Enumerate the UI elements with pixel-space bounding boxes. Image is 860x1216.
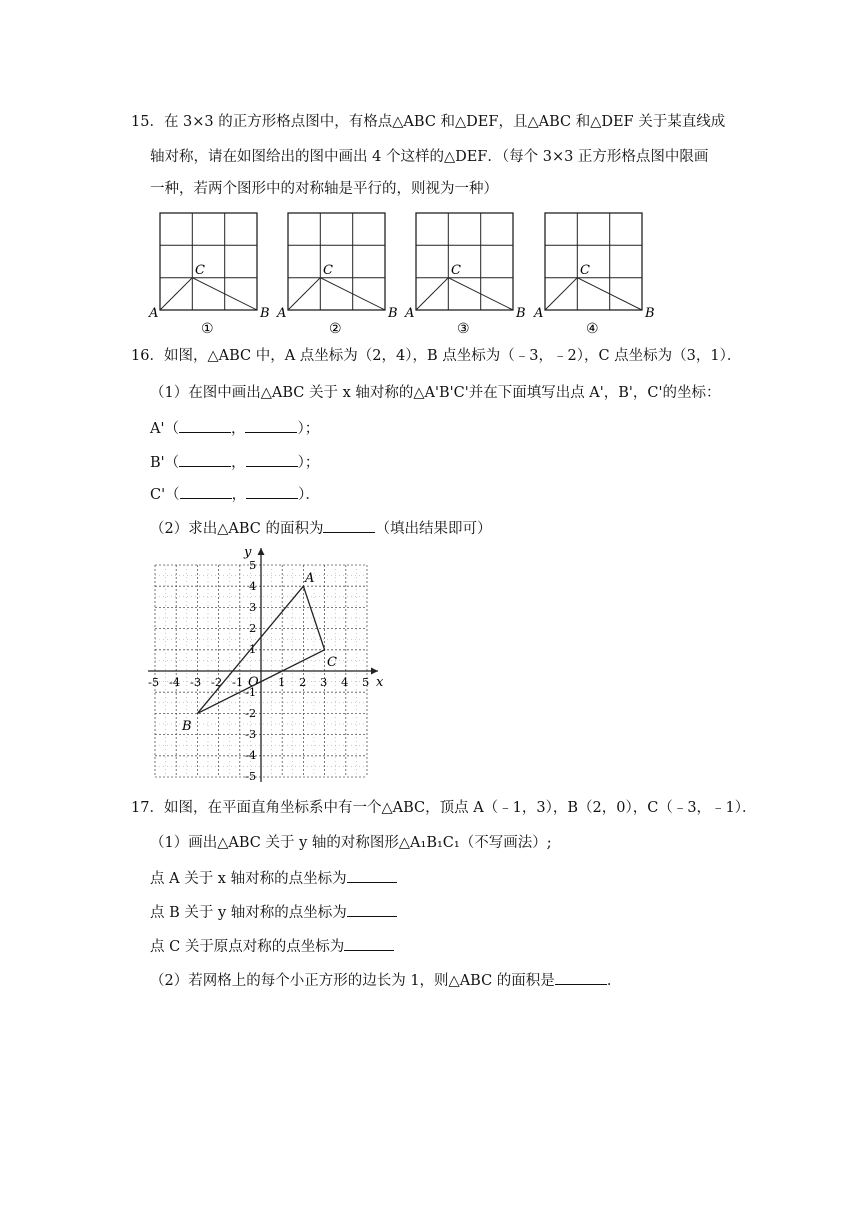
grid-1 xyxy=(148,213,270,335)
q16-c-prime-row xyxy=(150,483,320,505)
origin-label: O xyxy=(248,675,259,690)
grid1-A: A xyxy=(149,306,159,321)
q16-coordinate-graph xyxy=(140,540,400,785)
q17-c-blank[interactable] xyxy=(344,935,394,951)
y-tick: -5 xyxy=(245,769,257,783)
q16-a-prime-row xyxy=(150,417,319,439)
comma: ， xyxy=(231,455,246,471)
area-prefix: （2）求出△ABC 的面积为 xyxy=(150,521,324,537)
close-paren: ）． xyxy=(298,487,320,503)
grid2-A: A xyxy=(277,306,287,321)
q16-line2: （1）在图中画出△ABC 关于 x 轴对称的△A'B'C'并在下面填写出点 A'，B'，C'的坐标： xyxy=(150,385,721,401)
grid4-B: B xyxy=(645,306,655,321)
q17-b-blank[interactable] xyxy=(347,901,397,917)
q15-line2: 轴对称，请在如图给出的图中画出 4 个这样的△DEF．（每个 3×3 正方形格点图中限画 xyxy=(150,149,709,165)
c-prime-y-blank[interactable] xyxy=(246,483,298,499)
grid1-B: B xyxy=(260,306,270,321)
q15-line3: 一种，若两个图形中的对称轴是平行的，则视为一种） xyxy=(150,181,498,197)
q17-line4 xyxy=(150,901,397,923)
y-tick: 5 xyxy=(249,558,257,572)
close-paren: ）； xyxy=(297,421,320,437)
y-tick: -1 xyxy=(245,685,257,699)
grid2-label: ② xyxy=(329,321,342,335)
q17-line3 xyxy=(150,867,397,889)
q15-line1: 15．在 3×3 的正方形格点图中，有格点△ABC 和△DEF，且△ABC 和△DEF 关于某直线成 xyxy=(131,114,726,130)
q16-line1: 16．如图，△ABC 中，A 点坐标为（2，4），B 点坐标为（﹣3，﹣2），C 点坐标为（3，1）． xyxy=(131,348,742,364)
q17-line5-text: 点 C 关于原点对称的点坐标为 xyxy=(150,939,345,955)
grid-4 xyxy=(533,213,655,335)
a-prime-x-blank[interactable] xyxy=(179,417,231,433)
b-prime-label: B'（ xyxy=(150,455,180,471)
c-prime-x-blank[interactable] xyxy=(180,483,232,499)
q17-line4-text: 点 B 关于 y 轴对称的点坐标为 xyxy=(150,905,347,921)
x-tick: 5 xyxy=(362,675,370,689)
y-tick: 2 xyxy=(249,621,257,635)
x-tick: 4 xyxy=(341,675,349,689)
y-tick: -2 xyxy=(245,706,257,720)
x-tick: 1 xyxy=(278,675,286,689)
grid2-C: C xyxy=(323,263,333,278)
q17-area-blank[interactable] xyxy=(555,969,607,985)
comma: ， xyxy=(230,421,246,437)
grid3-B: B xyxy=(516,306,526,321)
grid1-label: ① xyxy=(201,321,214,335)
grid4-label: ④ xyxy=(586,321,599,335)
point-a-label: A xyxy=(305,571,315,586)
grid3-C: C xyxy=(451,263,461,278)
grid3-A: A xyxy=(405,306,415,321)
a-prime-label: A'（ xyxy=(150,421,179,437)
b-prime-x-blank[interactable] xyxy=(179,451,231,467)
y-tick: -3 xyxy=(245,727,257,741)
point-b-label: B xyxy=(182,719,192,734)
grid4-A: A xyxy=(534,306,544,321)
y-tick: -4 xyxy=(245,748,257,762)
x-tick: 3 xyxy=(320,675,328,689)
q15-grids xyxy=(140,205,670,335)
grid-2 xyxy=(276,213,398,335)
grid3-label: ③ xyxy=(457,321,470,335)
c-prime-label: C'（ xyxy=(150,487,180,503)
point-c-label: C xyxy=(327,655,337,670)
x-tick: 2 xyxy=(299,675,307,689)
area-suffix: （填出结果即可） xyxy=(375,521,492,537)
a-prime-y-blank[interactable] xyxy=(245,417,297,433)
close-paren: ）； xyxy=(297,455,320,471)
b-prime-y-blank[interactable] xyxy=(246,451,298,467)
q17-line6-prefix: （2）若网格上的每个小正方形的边长为 1，则△ABC 的面积是 xyxy=(150,973,555,989)
grid1-C: C xyxy=(195,263,205,278)
q17-line2: （1）画出△ABC 关于 y 轴的对称图形△A₁B₁C₁（不写画法）; xyxy=(150,835,552,851)
q17-a-blank[interactable] xyxy=(347,867,397,883)
x-tick: -2 xyxy=(211,675,223,689)
q16-b-prime-row xyxy=(150,451,319,473)
q17-line3-text: 点 A 关于 x 轴对称的点坐标为 xyxy=(150,871,347,887)
y-axis-label: y xyxy=(244,545,252,560)
x-axis-label: x xyxy=(376,675,384,690)
grid2-B: B xyxy=(388,306,398,321)
q16-area-row xyxy=(150,517,491,539)
x-tick: -5 xyxy=(148,675,160,689)
comma: ， xyxy=(231,487,247,503)
q17-line1: 17．如图，在平面直角坐标系中有一个△ABC，顶点 A（﹣1，3），B（2，0），C（﹣3，﹣1）． xyxy=(131,800,757,816)
grid4-C: C xyxy=(580,263,590,278)
y-tick: 1 xyxy=(249,642,257,656)
q17-line5 xyxy=(150,935,394,957)
q17-line6 xyxy=(150,969,621,991)
x-tick: -4 xyxy=(169,675,181,689)
y-tick: 3 xyxy=(249,600,257,614)
q17-line6-suffix: ． xyxy=(606,973,622,989)
grid-3 xyxy=(404,213,526,335)
x-tick: -1 xyxy=(232,675,244,689)
x-tick: -3 xyxy=(190,675,202,689)
area-blank[interactable] xyxy=(323,517,375,533)
y-tick: 4 xyxy=(249,579,257,593)
